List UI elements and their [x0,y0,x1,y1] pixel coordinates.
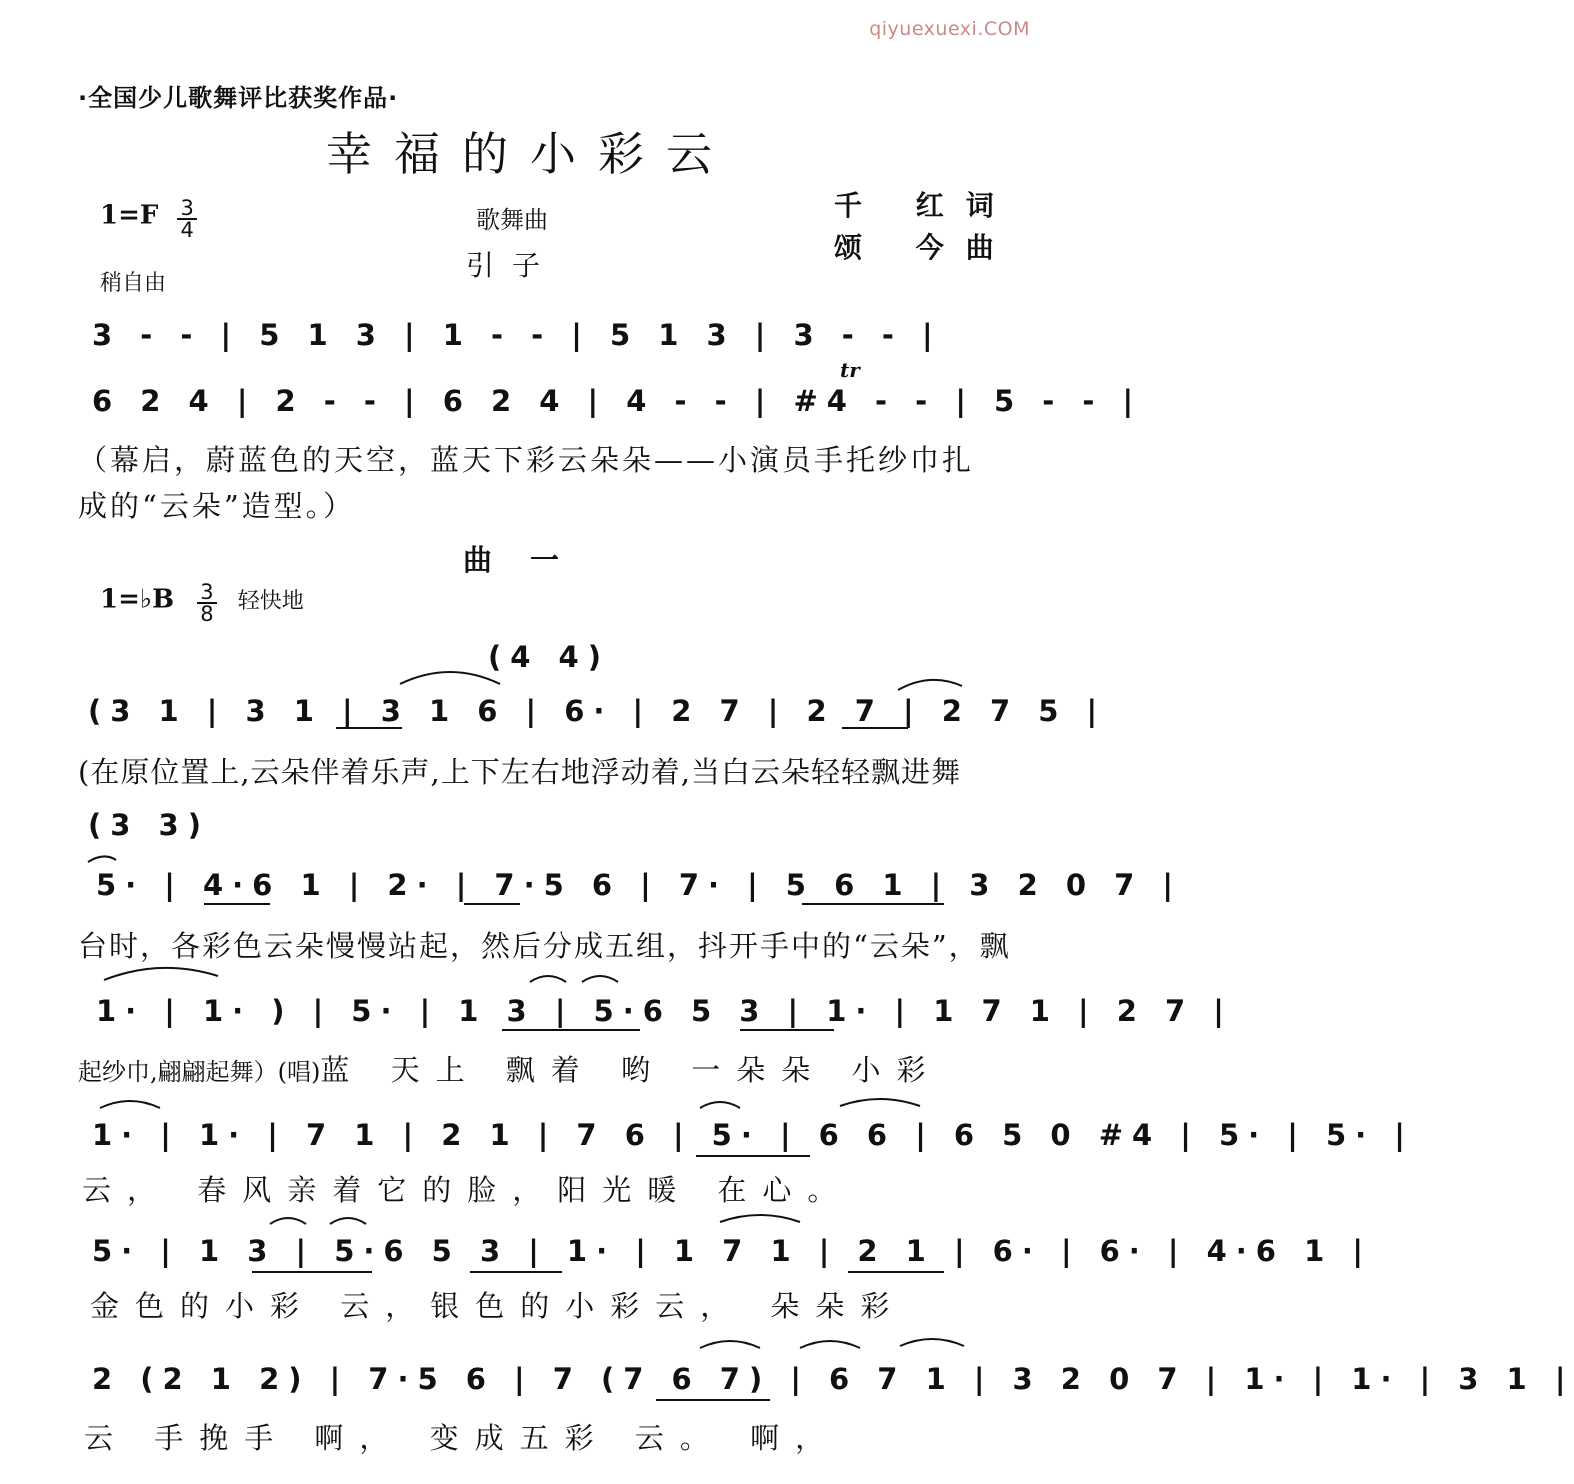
slur [900,1339,964,1346]
intro-time-num: 3 [177,198,196,220]
slur [88,856,116,862]
section1-key: 1=♭B [100,584,175,615]
trill-mark: tr [840,358,860,382]
section1-time-num: 3 [197,582,216,604]
intro-tempo: 稍自由 [100,271,167,296]
composer-credit: 颂 今曲 [834,231,1016,264]
slur [530,976,566,982]
intro-notation-line-2: 6 2 4 | 2 - - | 6 2 4 | 4 - - | #4 - - | 5 - - | [92,384,1143,418]
stage-text-row-3: 起纱巾,翩翩起舞）(唱) [78,1058,321,1086]
grace-notes-1: (4 4) [488,640,610,674]
section1-key-signature [100,582,304,624]
notation-row-1: (3 1 | 3 1 | 3 1 6 | 6· | 2 7 | 2 7 | 2 7 5 | [88,694,1107,728]
slur [700,1102,740,1108]
slur [898,680,962,690]
stage-direction-line-2: 成的“云朵”造型。） [78,489,356,523]
slur [800,1341,860,1348]
notation-row-5: 5· | 1 3 | 5·6 5 3 | 1· | 1 7 1 | 2 1 | 6· | 6· | 4·6 1 | [92,1234,1372,1268]
stage-direction-line-1: （幕启，蔚蓝色的天空，蓝天下彩云朵朵——小演员手托纱巾扎 [78,443,975,477]
lyrics-row-5: 金色的小彩 云，银色的小彩云， 朵朵彩 [90,1289,906,1323]
notation-row-3: 1· | 1· ) | 5· | 1 3 | 5·6 5 3 | 1· | 1 7 1 | 2 7 | [96,994,1233,1028]
grace-notes-2: (3 3) [88,808,210,842]
slur [270,1218,306,1224]
award-header: ·全国少儿歌舞评比获奖作品· [78,84,399,112]
slur [840,1099,920,1106]
intro-key: 1=F [100,200,159,231]
slur [400,672,500,684]
section1-time-signature [197,582,216,624]
watermark: qiyuexuexi.COM [869,18,1030,40]
section1-tempo: 轻快地 [237,588,304,614]
intro-notation-line-1: 3 - - | 5 1 3 | 1 - - | 5 1 3 | 3 - - | [92,318,942,352]
slur [104,968,218,980]
intro-time-signature [177,198,196,240]
lyrics-row-4: 云， 春风亲着它的脸，阳光暖 在心。 [82,1173,853,1207]
section-heading: 曲一 [462,543,597,577]
section1-time-den: 8 [200,602,214,626]
slur [700,1341,760,1348]
slur [720,1215,800,1222]
intro-time-den: 4 [180,218,194,242]
notation-row-2: 5· | 4·6 1 | 2· | 7·5 6 | 7· | 5 6 1 | 3 2 0 7 | [96,868,1183,902]
genre-label: 歌舞曲 [476,206,548,234]
intro-heading: 引子 [466,249,559,282]
stage-text-row-2: 台时，各彩色云朵慢慢站起，然后分成五组，抖开手中的“云朵”，飘 [78,929,1011,963]
lyrics-row-3 [78,1048,941,1089]
notation-row-6: 2 (2 1 2) | 7·5 6 | 7 (7 6 7) | 6 7 1 | 3 2 0 7 | 1· | 1· | 3 1 | [92,1362,1574,1396]
notation-row-4: 1· | 1· | 7 1 | 2 1 | 7 6 | 5· | 6 6 | 6 5 0 #4 | 5· | 5· | [92,1118,1414,1152]
song-title: 幸福的小彩云 [326,127,734,181]
lyrics-text-row-3: 蓝 天上 飘着 哟 一朵朵 小彩 [320,1053,942,1087]
slur [582,976,618,982]
stage-text-row-1: (在原位置上,云朵伴着乐声,上下左右地浮动着,当白云朵轻轻飘进舞 [78,755,961,789]
lyricist-credit: 千 红词 [834,189,1016,222]
lyrics-row-6: 云 手挽手 啊， 变成五彩 云。 啊， [84,1421,841,1455]
intro-key-signature [100,198,197,240]
slur [100,1101,160,1108]
slur [330,1218,366,1224]
